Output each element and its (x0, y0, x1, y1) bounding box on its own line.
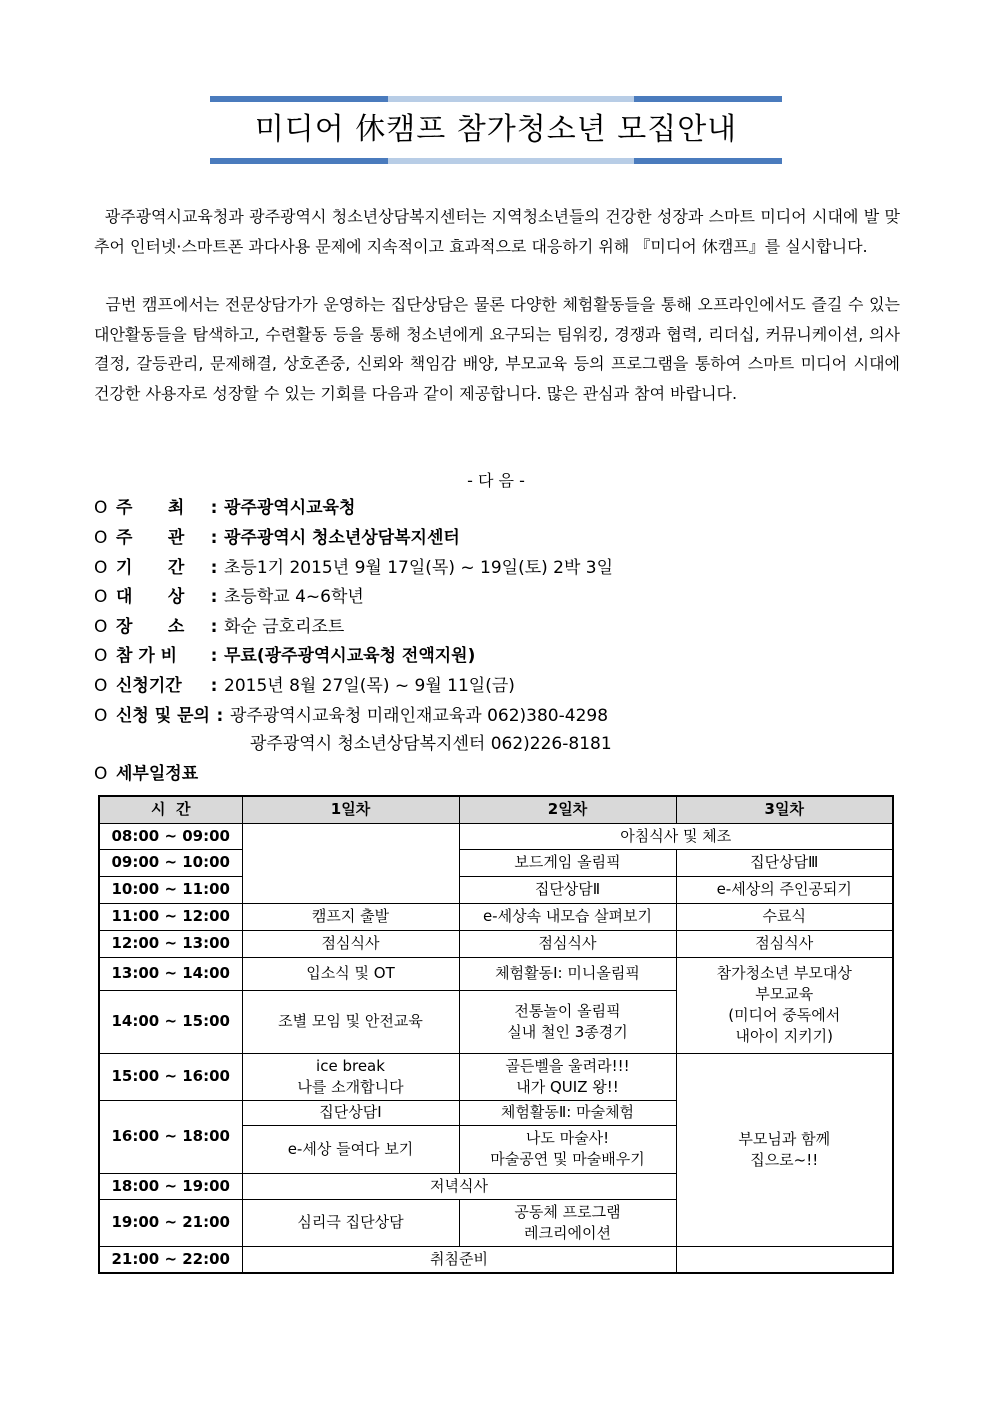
schedule-cell: 집단상담Ⅲ (676, 849, 893, 876)
title-box (210, 96, 782, 166)
table-row (99, 1246, 893, 1273)
time-cell: 14:00 ~ 15:00 (99, 990, 242, 1053)
schedule-cell: 점심식사 (676, 930, 893, 957)
info-fee: O 참 가 비 : 무료(광주광역시교육청 전액지원) (94, 646, 476, 666)
schedule-cell: 입소식 및 OT (242, 957, 459, 990)
header-time: 시 간 (99, 796, 242, 823)
info-fee-value: 무료(광주광역시교육청 전액지원) (224, 646, 476, 666)
schedule-cell: 취침준비 (242, 1246, 676, 1273)
info-organizer-label: 주 관 (116, 528, 185, 548)
schedule-cell: e-세상의 주인공되기 (676, 876, 893, 903)
info-contact-value-2: 광주광역시 청소년상담복지센터 062)226-8181 (250, 734, 612, 754)
bullet-icon: O (94, 617, 108, 637)
cell-line: 나도 마술사! (525, 1129, 610, 1147)
intro-paragraph-1-text: 광주광역시교육청과 광주광역시 청소년상담복지센터는 지역청소년들의 건강한 성장과 스마트 미디어 시대에 발 맞추어 인터넷·스마트폰 과다사용 문제에 지속적이고 효과적으로 대응하기 위해 『미디어 休캠프』를 실시합니다. (94, 207, 901, 256)
info-place: O 장 소 : 화순 금호리조트 (94, 617, 345, 637)
section-divider-label: - 다 음 - (467, 471, 525, 490)
info-place-value: 화순 금호리조트 (224, 617, 345, 637)
info-organizer-value: 광주광역시 청소년상담복지센터 (224, 528, 460, 548)
intro-paragraph-1 (94, 202, 900, 261)
info-period-label: 기 간 (116, 558, 185, 578)
cell-line: 레크리에이션 (524, 1223, 611, 1242)
header-day-2: 2일차 (459, 796, 676, 823)
time-cell: 10:00 ~ 11:00 (99, 876, 242, 903)
info-host-label: 주 최 (116, 498, 185, 518)
time-cell: 16:00 ~ 18:00 (99, 1100, 242, 1173)
cell-line: 실내 철인 3종경기 (507, 1022, 628, 1041)
schedule-cell: 캠프지 출발 (242, 903, 459, 930)
schedule-cell: 점심식사 (242, 930, 459, 957)
info-period-value: 초등1기 2015년 9월 17일(목) ~ 19일(토) 2박 3일 (224, 558, 614, 578)
schedule-cell: e-세상속 내모습 살펴보기 (459, 903, 676, 930)
table-row (99, 957, 893, 990)
info-contact-line-2 (250, 732, 612, 756)
info-place-label: 장 소 (116, 617, 185, 637)
cell-line: 마술공연 및 마술배우기 (490, 1150, 645, 1168)
title-bottom-rule (210, 158, 782, 164)
time-cell: 12:00 ~ 13:00 (99, 930, 242, 957)
schedule-cell-go-home (676, 1053, 893, 1246)
day1-empty-cell (242, 823, 459, 903)
schedule-cell (459, 990, 676, 1053)
header-day-3: 3일차 (676, 796, 893, 823)
info-fee-label: 참 가 비 (116, 646, 178, 666)
schedule-cell (459, 1125, 676, 1173)
bullet-icon: O (94, 646, 108, 666)
info-contact: O 신청 및 문의 : 광주광역시교육청 미래인재교육과 062)380-4298 (94, 706, 609, 726)
table-row (99, 876, 893, 903)
table-row (99, 930, 893, 957)
time-cell: 21:00 ~ 22:00 (99, 1246, 242, 1273)
time-cell: 15:00 ~ 16:00 (99, 1053, 242, 1100)
time-cell: 13:00 ~ 14:00 (99, 957, 242, 990)
schedule-cell: 심리극 집단상담 (242, 1199, 459, 1246)
schedule-cell: 조별 모임 및 안전교육 (242, 990, 459, 1053)
schedule-cell (459, 1053, 676, 1100)
cell-line: 집으로~!! (750, 1150, 819, 1169)
cell-line: (미디어 중독에서 (728, 1006, 841, 1024)
info-apply-value: 2015년 8월 27일(목) ~ 9월 11일(금) (224, 676, 515, 696)
time-cell: 09:00 ~ 10:00 (99, 849, 242, 876)
schedule-cell (459, 1199, 676, 1246)
schedule-cell: 체험활동Ⅱ: 마술체험 (459, 1100, 676, 1125)
schedule-cell: 보드게임 올림픽 (459, 849, 676, 876)
info-apply-period: O 신청기간 : 2015년 8월 27일(목) ~ 9월 11일(금) (94, 676, 515, 696)
info-schedule-heading (94, 762, 198, 786)
schedule-cell (242, 1053, 459, 1100)
info-target-label: 대 상 (116, 587, 185, 607)
cell-line: 공동체 프로그램 (514, 1202, 621, 1221)
schedule-cell: 수료식 (676, 903, 893, 930)
schedule-cell: 저녁식사 (242, 1173, 676, 1199)
schedule-cell: e-세상 들여다 보기 (242, 1125, 459, 1173)
table-row (99, 903, 893, 930)
info-target-value: 초등학교 4~6학년 (224, 587, 364, 607)
bullet-icon: O (94, 676, 108, 696)
time-cell: 08:00 ~ 09:00 (99, 823, 242, 849)
cell-line: 내아이 지키기) (735, 1027, 834, 1045)
cell-line: 내가 QUIZ 왕!! (516, 1077, 619, 1096)
bullet-icon: O (94, 587, 108, 607)
schedule-cell: 아침식사 및 체조 (459, 823, 893, 849)
time-cell: 11:00 ~ 12:00 (99, 903, 242, 930)
schedule-cell-parent-education (676, 957, 893, 1053)
info-period: O 기 간 : 초등1기 2015년 9월 17일(목) ~ 19일(토) 2박 3일 (94, 558, 614, 578)
cell-line: 부모교육 (755, 985, 814, 1003)
bullet-icon: O (94, 706, 108, 726)
info-apply-label: 신청기간 (116, 676, 182, 696)
info-host-value: 광주광역시교육청 (224, 498, 356, 518)
bullet-icon: O (94, 764, 108, 784)
info-organizer: O 주 관 : 광주광역시 청소년상담복지센터 (94, 528, 460, 548)
header-day-1: 1일차 (242, 796, 459, 823)
cell-line: 참가청소년 부모대상 (716, 964, 852, 982)
page-title: 미디어 休캠프 참가청소년 모집안내 (254, 112, 738, 147)
info-host: O 주 최 : 광주광역시교육청 (94, 498, 356, 518)
cell-line: 나를 소개합니다 (297, 1077, 404, 1096)
table-row (99, 849, 893, 876)
bullet-icon: O (94, 558, 108, 578)
table-row (99, 823, 893, 849)
table-header-row (99, 796, 893, 823)
intro-paragraph-2-text: 금번 캠프에서는 전문상담가가 운영하는 집단상담은 물론 다양한 체험활동들을 통해 오프라인에서도 즐길 수 있는 대안활동들을 탐색하고, 수련활동 등을 통해 청소년에게 요구되는 팀워킹, 경쟁과 협력, 리더십, 커뮤니케이션, 의사결정, 갈등관리, 문제해결, 상호존중, 신뢰와 책임감 배양, 부모교육 등의 프로그램을 통하여 스마트 미디어 시대에 건강한 사용자로 성장할 수 있는 기회를 다음과 같이 제공합니다. 많은 관심과 참여 바랍니다. (94, 295, 901, 403)
bullet-icon: O (94, 498, 108, 518)
cell-line: 전통놀이 올림픽 (514, 1001, 621, 1020)
info-contact-value-1: 광주광역시교육청 미래인재교육과 062)380-4298 (229, 706, 609, 726)
cell-line: 부모님과 함께 (738, 1129, 831, 1148)
bullet-icon: O (94, 528, 108, 548)
table-row (99, 1053, 893, 1100)
intro-paragraph-2 (94, 290, 900, 408)
time-cell: 18:00 ~ 19:00 (99, 1173, 242, 1199)
info-contact-label: 신청 및 문의 (116, 706, 210, 726)
info-target: O 대 상 : 초등학교 4~6학년 (94, 587, 364, 607)
time-cell: 19:00 ~ 21:00 (99, 1199, 242, 1246)
schedule-cell: 집단상담Ⅱ (459, 876, 676, 903)
schedule-table (98, 795, 894, 1274)
cell-line: 골든벨을 울려라!!! (505, 1056, 630, 1075)
schedule-cell: 점심식사 (459, 930, 676, 957)
schedule-cell: 체험활동Ⅰ: 미니올림픽 (459, 957, 676, 990)
schedule-heading: 세부일정표 (116, 764, 199, 784)
schedule-cell: 집단상담Ⅰ (242, 1100, 459, 1125)
cell-line: ice break (316, 1056, 385, 1075)
